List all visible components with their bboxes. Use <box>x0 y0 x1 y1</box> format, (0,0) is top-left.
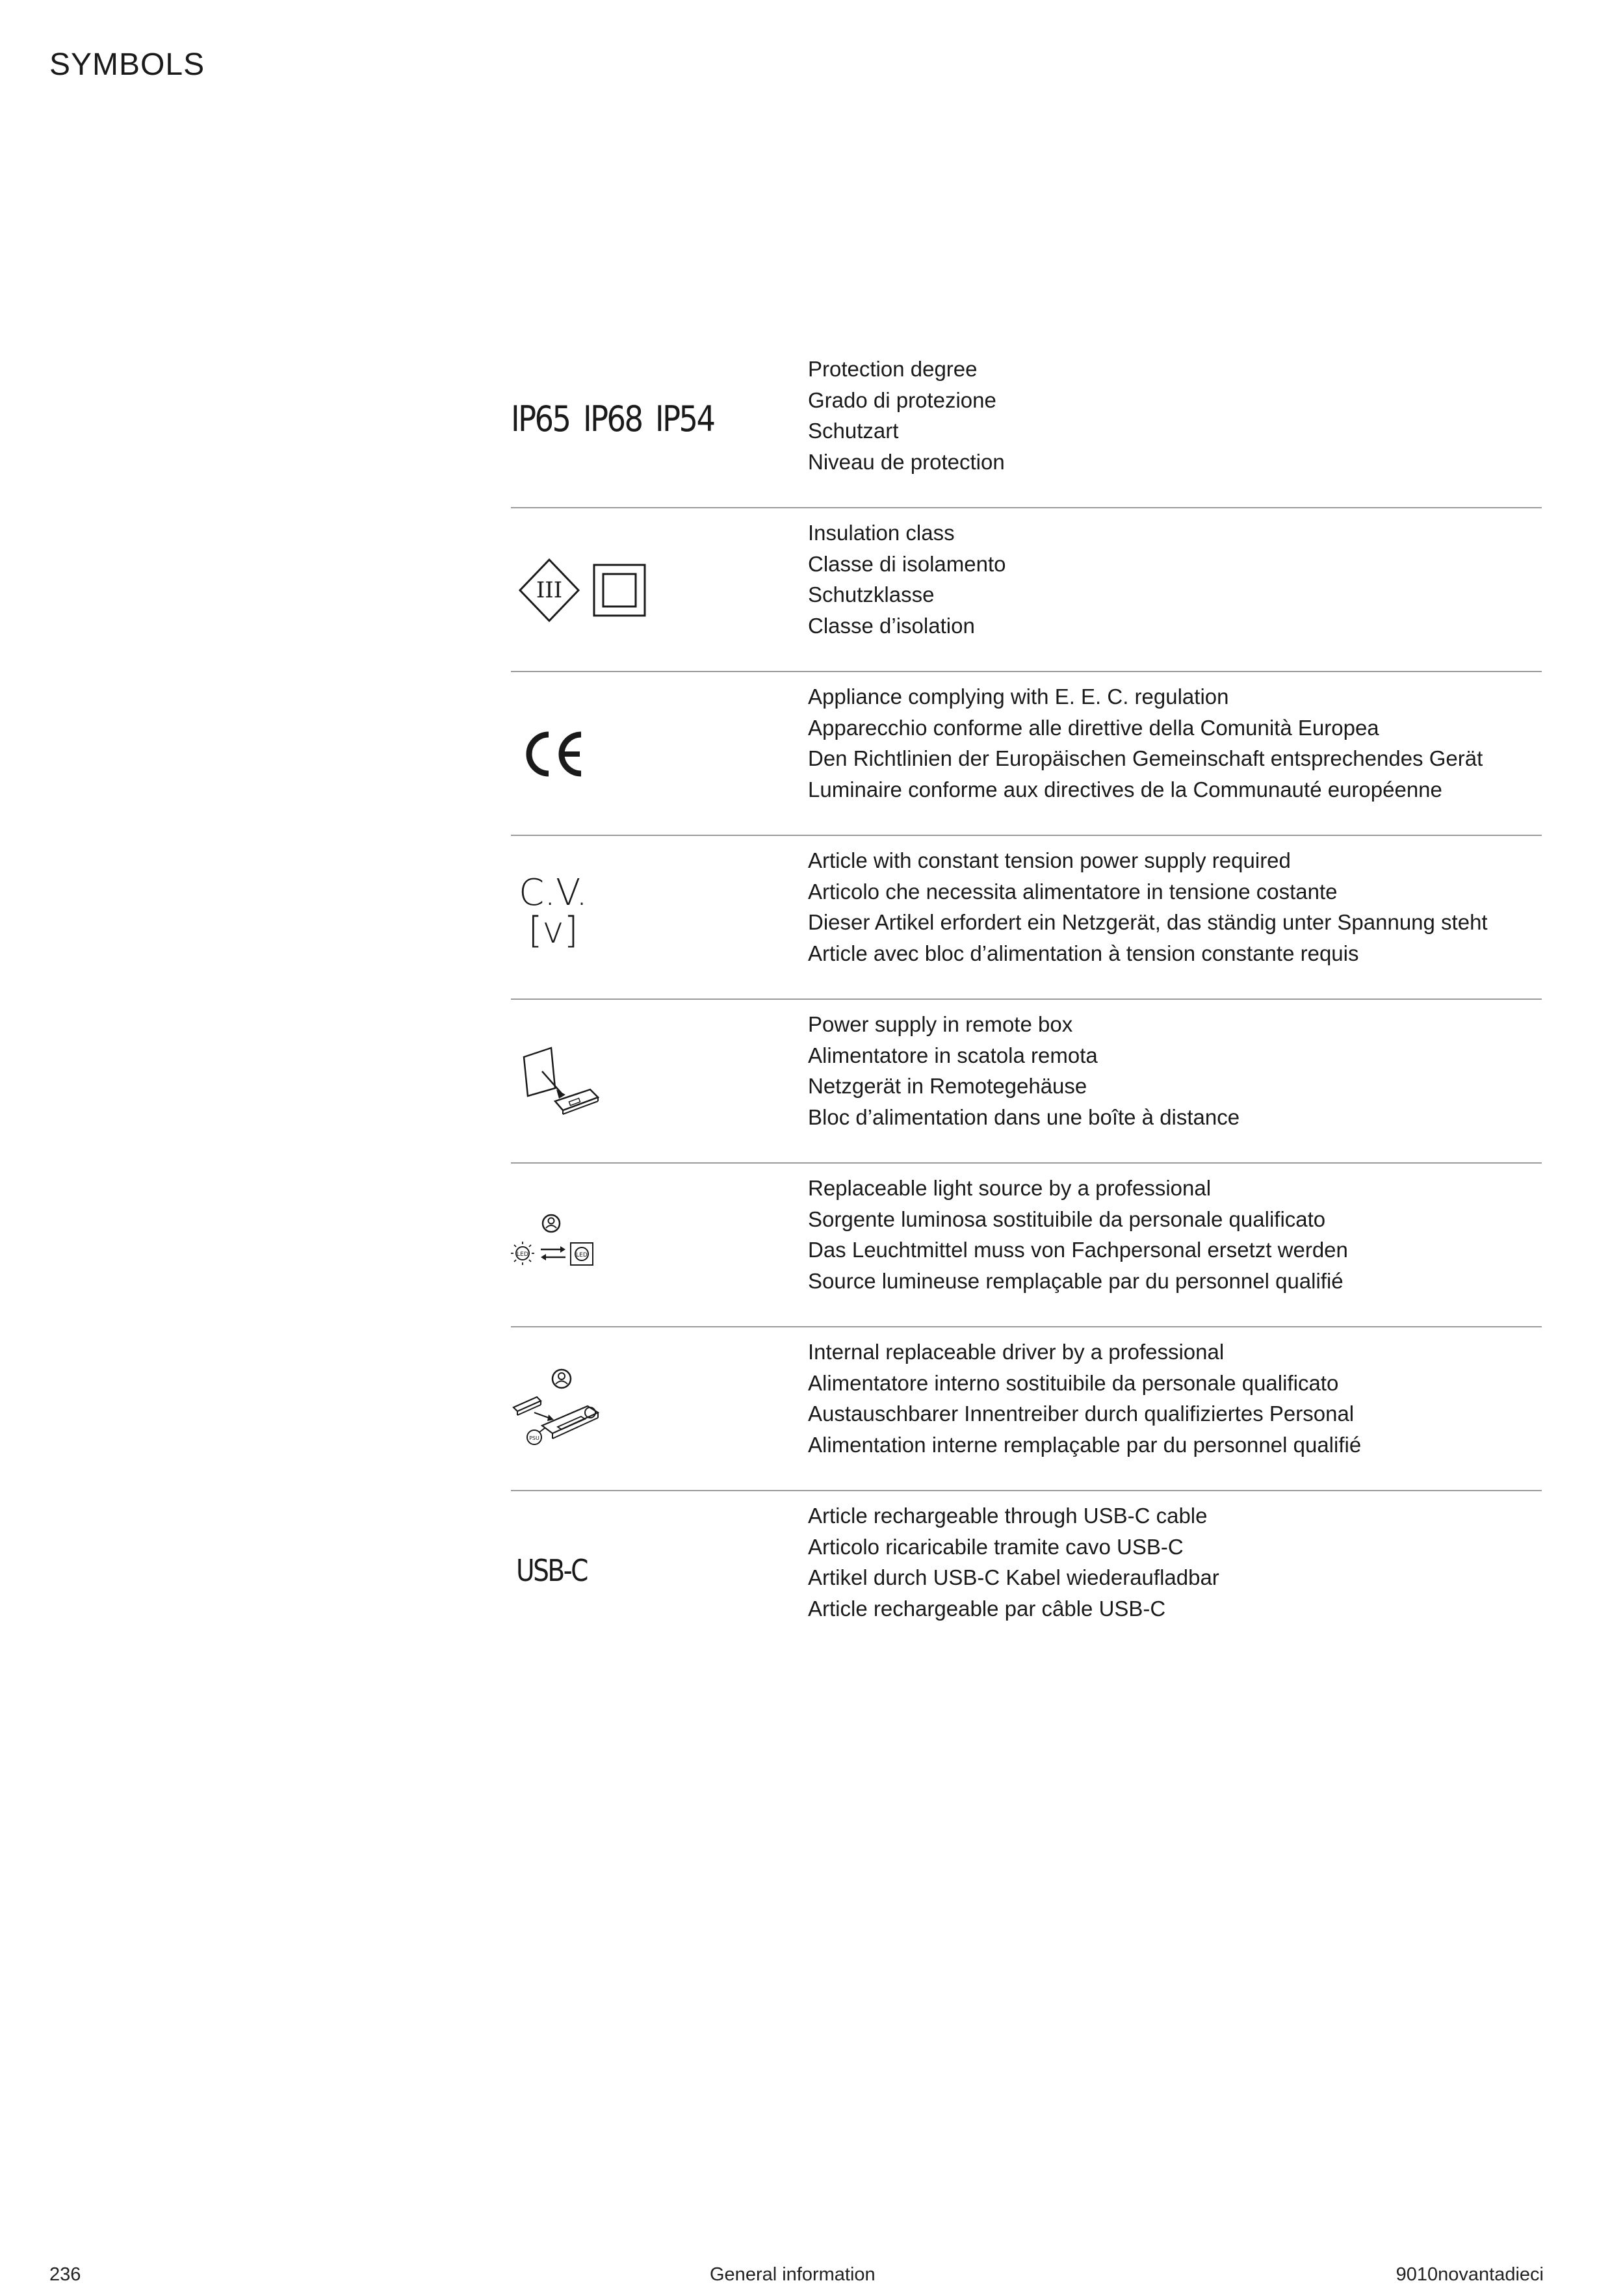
legend-row-ce-mark <box>511 672 1542 836</box>
desc-line-en: Internal replaceable driver by a professional <box>808 1340 1225 1364</box>
desc-line-it: Articolo ricaricabile tramite cavo USB-C <box>808 1534 1184 1559</box>
legend-row-remote-power-supply <box>511 1000 1542 1164</box>
desc-line-it: Alimentatore interno sostituibile da personale qualificato <box>808 1370 1339 1395</box>
desc-line-fr: Article avec bloc d’alimentation à tension constante requis <box>808 941 1359 965</box>
row-description <box>808 1337 1361 1460</box>
footer-brand: 9010novantadieci <box>1396 2264 1544 2285</box>
usb-c-symbol: USB-C <box>516 1553 587 1588</box>
row-description <box>808 1009 1240 1132</box>
desc-line-fr: Luminaire conforme aux directives de la Communauté européenne <box>808 777 1442 802</box>
insulation-class-iii-icon <box>513 554 585 626</box>
legend-row-insulation-class <box>511 508 1542 672</box>
desc-line-de: Den Richtlinien der Europäischen Gemeinschaft entsprechendes Gerät <box>808 746 1483 770</box>
legend-row-usb-c <box>511 1491 1542 1655</box>
desc-line-en: Replaceable light source by a professional <box>808 1176 1212 1200</box>
footer-section-title: General information <box>710 2264 876 2285</box>
desc-line-en: Article rechargeable through USB-C cable <box>808 1504 1208 1528</box>
desc-line-de: Schutzart <box>808 419 899 443</box>
remote-power-supply-icon <box>515 1043 606 1121</box>
led-label-right: LED <box>576 1252 588 1259</box>
desc-line-it: Articolo che necessita alimentatore in tensione costante <box>808 879 1338 904</box>
desc-line-fr: Bloc d’alimentation dans une boîte à distance <box>808 1104 1240 1129</box>
insulation-class-icons <box>511 508 797 672</box>
legend-row-constant-voltage <box>511 836 1542 1000</box>
ce-mark-icon <box>520 728 591 780</box>
legend-row-protection-degree <box>511 345 1542 508</box>
desc-line-en: Article with constant tension power supply required <box>808 848 1291 872</box>
row-description <box>808 1173 1348 1296</box>
row-description <box>808 354 1005 477</box>
desc-line-en: Appliance complying with E. E. C. regulation <box>808 685 1229 709</box>
replaceable-light-source-icon <box>508 1207 599 1285</box>
desc-line-it: Grado di protezione <box>808 387 996 412</box>
ip-rating-codes <box>511 345 797 508</box>
desc-line-it: Apparecchio conforme alle direttive della Comunità Europea <box>808 715 1379 740</box>
desc-line-fr: Niveau de protection <box>808 449 1005 474</box>
led-label-left: LED <box>517 1251 528 1258</box>
cv-label: C.V. <box>519 872 588 914</box>
double-insulation-icon <box>590 561 649 620</box>
desc-line-en: Insulation class <box>808 521 955 545</box>
row-description <box>808 517 1006 641</box>
desc-line-de: Schutzklasse <box>808 582 935 607</box>
row-description <box>808 845 1488 969</box>
desc-line-de: Austauschbarer Innentreiber durch qualifiziertes Personal <box>808 1402 1355 1426</box>
ip65-code: IP65 <box>511 398 570 439</box>
desc-line-it: Sorgente luminosa sostituibile da personale qualificato <box>808 1207 1326 1231</box>
desc-line-de: Artikel durch USB-C Kabel wiederaufladbar <box>808 1565 1219 1589</box>
desc-line-en: Protection degree <box>808 357 978 381</box>
page-title: SYMBOLS <box>49 47 205 82</box>
desc-line-en: Power supply in remote box <box>808 1012 1073 1036</box>
psu-label: PSU <box>529 1435 539 1441</box>
row-description <box>808 681 1483 805</box>
legend-row-replaceable-light-source <box>511 1164 1542 1327</box>
desc-line-de: Dieser Artikel erfordert ein Netzgerät, das ständig unter Spannung steht <box>808 910 1488 934</box>
desc-line-fr: Alimentation interne remplaçable par du personnel qualifié <box>808 1432 1362 1457</box>
desc-line-fr: Source lumineuse remplaçable par du personnel qualifié <box>808 1268 1344 1293</box>
desc-line-de: Das Leuchtmittel muss von Fachpersonal ersetzt werden <box>808 1238 1348 1262</box>
page-number: 236 <box>49 2264 81 2285</box>
cv-unit: [v] <box>528 909 578 952</box>
desc-line-fr: Classe d’isolation <box>808 613 975 638</box>
insulation-class-glyph: III <box>536 577 563 603</box>
desc-line-de: Netzgerät in Remotegehäuse <box>808 1074 1087 1098</box>
constant-voltage-symbol <box>511 874 595 950</box>
row-description <box>808 1500 1219 1624</box>
replaceable-driver-icon <box>508 1361 606 1458</box>
desc-line-it: Alimentatore in scatola remota <box>808 1043 1098 1067</box>
legend-row-replaceable-driver <box>511 1327 1542 1491</box>
symbols-legend <box>511 345 1542 1655</box>
ip54-code: IP54 <box>655 398 714 439</box>
ip68-code: IP68 <box>583 398 642 439</box>
desc-line-it: Classe di isolamento <box>808 551 1006 576</box>
desc-line-fr: Article rechargeable par câble USB-C <box>808 1596 1166 1621</box>
